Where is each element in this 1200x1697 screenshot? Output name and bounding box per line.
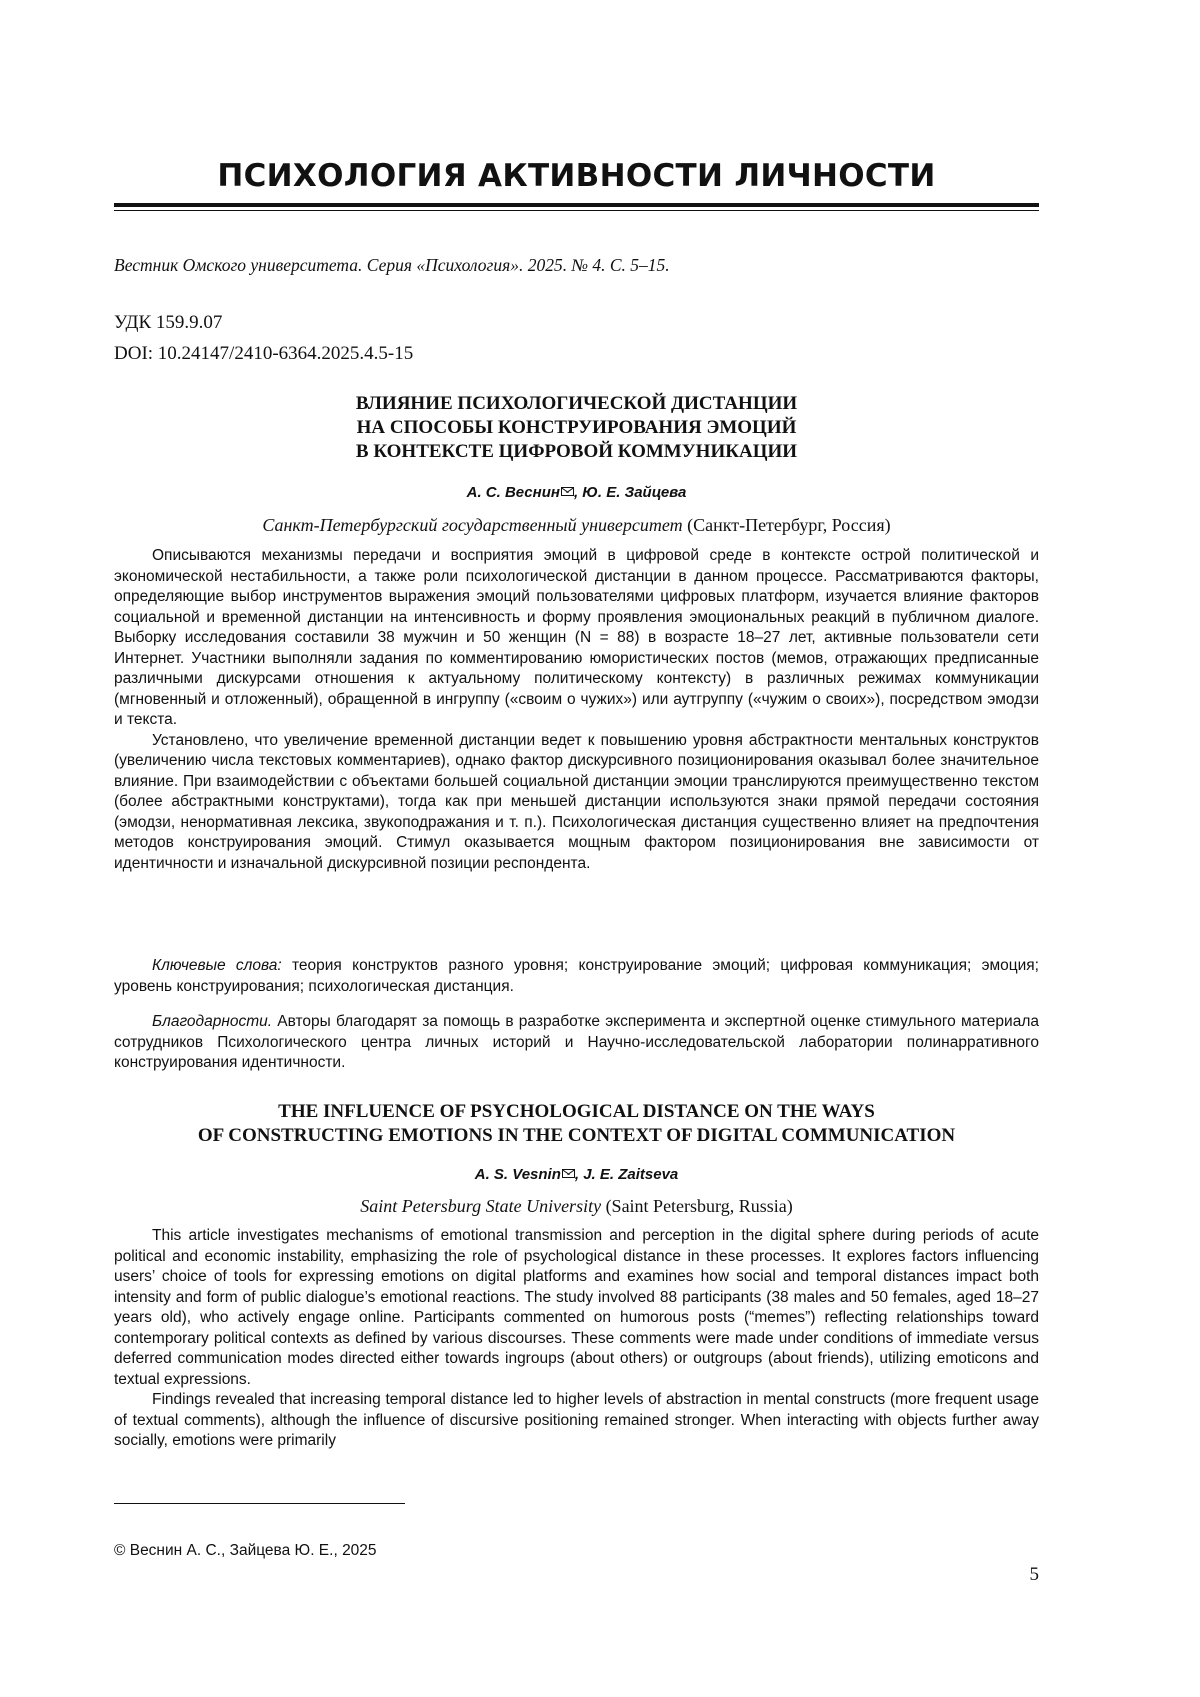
ru-title-line: НА СПОСОБЫ КОНСТРУИРОВАНИЯ ЭМОЦИЙ	[356, 417, 797, 438]
ru-acknowledgements-paragraph	[114, 1012, 1039, 1074]
ru-authors	[114, 484, 1039, 501]
ru-acknowledgements-text: Авторы благодарят за помощь в разработке эксперимента и экспертной оценке стимульного материала сотрудников Психологического центра личных историй и Научно-исследовательской лаборатории полинарративного конструирования идентичности.	[114, 1013, 1039, 1071]
ru-acknowledgements	[114, 1012, 1039, 1074]
en-article-title	[114, 1100, 1039, 1148]
ru-keywords-label: Ключевые слова:	[152, 957, 282, 974]
en-abstract	[114, 1226, 1039, 1452]
ru-abstract	[114, 546, 1039, 874]
ru-affiliation-place: (Санкт-Петербург, Россия)	[682, 515, 891, 535]
ru-article-title	[114, 392, 1039, 464]
envelope-icon[interactable]	[562, 1169, 575, 1178]
ru-abstract-paragraph: Установлено, что увеличение временной дистанции ведет к повышению уровня абстрактности ментальных конструктов (увеличению числа текстовых комментариев), однако фактор дискурсивного позиционирования оказывал более значительное влияние. При взаимодействии с объектами большей социальной дистанции эмоции транслируются преимущественно текстом (более абстрактными конструктами), тогда как при меньшей дистанции используются знаки прямой передачи состояния (эмодзи, ненормативная лексика, звукоподражания и т. п.). Психологическая дистанция существенно влияет на предпочтения методов конструирования эмоций. Стимул оказывается мощным фактором позиционирования вне зависимости от идентичности и изначальной дискурсивной позиции респондента.	[114, 731, 1039, 872]
en-title-line: OF CONSTRUCTING EMOTIONS IN THE CONTEXT OF DIGITAL COMMUNICATION	[197, 1125, 956, 1146]
ru-title-line: ВЛИЯНИЕ ПСИХОЛОГИЧЕСКОЙ ДИСТАНЦИИ	[355, 393, 798, 414]
en-affiliation	[114, 1196, 1039, 1217]
udk-code: УДК 159.9.07	[114, 312, 223, 333]
section-title: ПСИХОЛОГИЯ АКТИВНОСТИ ЛИЧНОСТИ	[217, 158, 936, 194]
ru-affiliation	[114, 515, 1039, 536]
doi[interactable]: DOI: 10.24147/2410-6364.2025.4.5-15	[114, 343, 414, 364]
ru-keywords-paragraph	[114, 956, 1039, 997]
ru-affiliation-university: Санкт-Петербургский государственный университет	[262, 515, 683, 535]
ru-author-1: А. С. Веснин	[466, 484, 560, 501]
ru-abstract-paragraph: Описываются механизмы передачи и восприятия эмоций в цифровой среде в контексте острой политической и экономической нестабильности, а также роли психологической дистанции в данном процессе. Рассматриваются факторы, определяющие выбор инструментов выражения эмоций пользователями цифровых платформ, изучается влияние факторов социальной и временной дистанции на интенсивность и форму проявления эмоциональных реакций в публичном диалоге. Выборку исследования составили 38 мужчин и 50 женщин (N = 88) в возрасте 18–27 лет, активные пользователи сети Интернет. Участники выполняли задания по комментированию юмористических постов (мемов, отражающих предписанные различными дискурсами отношения к актуальному политическому контексту) в различных режимах коммуникации (мгновенный и отложенный), обращенной в ингруппу («своим о чужих») или аутгруппу («чужим о своих»), посредством эмодзи и текста.	[114, 547, 1039, 728]
ru-keywords-text: теория конструктов разного уровня; конструирование эмоций; цифровая коммуникация; эмоция; уровень конструирования; психологическая дистанция.	[114, 957, 1039, 995]
en-abstract-paragraph: This article investigates mechanisms of emotional transmission and perception in the digital sphere during periods of acute political and economic instability, emphasizing the role of psychological distance in these processes. It explores factors influencing users’ choice of tools for expressing emotions on digital platforms and examines how social and temporal distances impact both intensity and form of public dialogue’s emotional reactions. The study involved 88 participants (38 males and 50 females, aged 18–27 years old), who actively engage online. Participants commented on humorous posts (“memes”) reflecting relationships toward contemporary political contexts as defined by various discourses. These comments were made under conditions of immediate versus deferred communication modes directed either towards ingroups (about others) or outgroups (about friends), utilizing emoticons and textual expressions.	[114, 1227, 1039, 1388]
en-author-1: A. S. Vesnin	[474, 1166, 561, 1183]
header-rule-thin	[114, 210, 1039, 211]
ru-keywords	[114, 956, 1039, 997]
en-abstract-paragraph: Findings revealed that increasing temporal distance led to higher levels of abstraction in mental constructs (more frequent usage of textual comments), although the influence of discursive positioning remained stronger. When interacting with objects further away socially, emotions were primarily	[114, 1391, 1039, 1449]
journal-reference: Вестник Омского университета. Серия «Психология». 2025. № 4. С. 5–15.	[114, 255, 670, 275]
en-author-2: , J. E. Zaitseva	[574, 1166, 679, 1183]
copyright-notice: © Веснин А. С., Зайцева Ю. Е., 2025	[114, 1542, 377, 1559]
ru-author-2: , Ю. Е. Зайцева	[573, 484, 687, 501]
en-title-line: THE INFLUENCE OF PSYCHOLOGICAL DISTANCE ON THE WAYS	[278, 1101, 875, 1122]
envelope-icon[interactable]	[561, 487, 574, 496]
ru-acknowledgements-label: Благодарности.	[152, 1013, 273, 1030]
ru-title-line: В КОНТЕКСТЕ ЦИФРОВОЙ КОММУНИКАЦИИ	[355, 441, 798, 462]
article-page	[114, 0, 1039, 1697]
header-rule-thick	[114, 203, 1039, 207]
page-number: 5	[1029, 1564, 1039, 1585]
en-affiliation-university: Saint Petersburg State University	[360, 1196, 602, 1216]
en-affiliation-place: (Saint Petersburg, Russia)	[601, 1196, 793, 1216]
footnote-rule	[114, 1503, 405, 1504]
en-authors	[114, 1166, 1039, 1183]
